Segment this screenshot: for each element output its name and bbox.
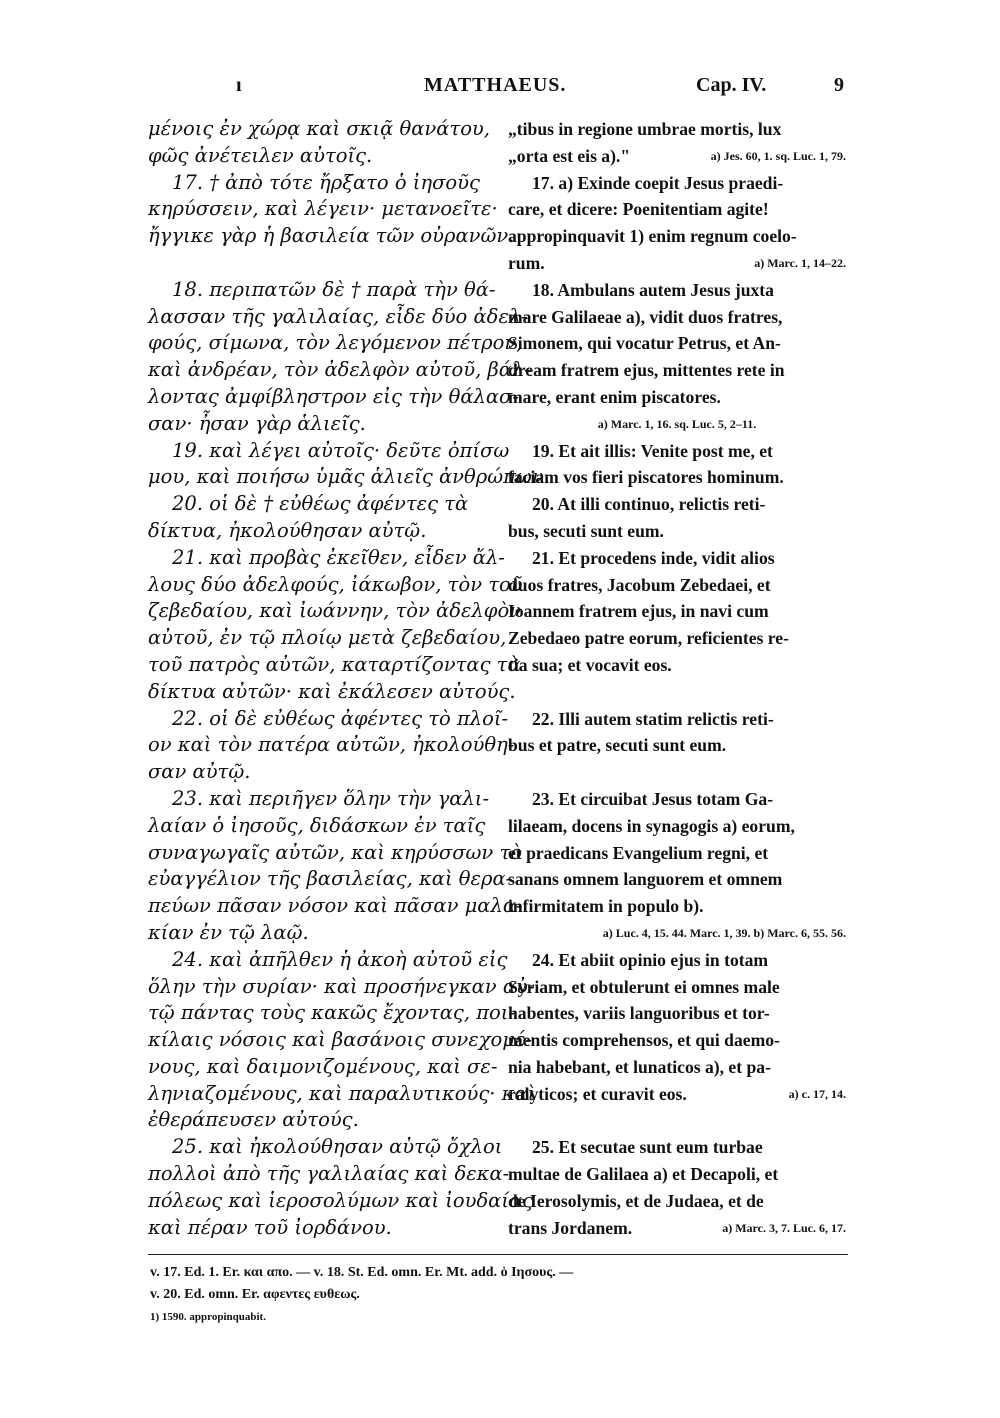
greek-verse-20: 20. οἱ δὲ † εὐθέως ἀφέντες τὰ <box>172 492 469 516</box>
cross-reference: a) c. 17, 14. <box>788 1086 846 1101</box>
latin-line: sanans omnem languorem et omnem <box>508 869 783 890</box>
latin-line: care, et dicere: Poenitentiam agite! <box>508 199 769 220</box>
header-mark: ı <box>236 74 242 96</box>
greek-line: φῶς ἀνέτειλεν αὐτοῖς. <box>148 143 373 167</box>
latin-line: multae de Galilaea a) et Decapoli, et <box>508 1164 779 1185</box>
greek-line: δίκτυα αὐτῶν· καὶ ἐκάλεσεν αὐτούς. <box>148 679 516 703</box>
latin-verse-25: 25. Et secutae sunt eum turbae <box>532 1137 763 1158</box>
footnote-numbered: 1) 1590. appropinquabit. <box>150 1311 266 1323</box>
latin-text: trans Jordanem. <box>508 1217 633 1238</box>
greek-line: νους, καὶ δαιμονιζομένους, καὶ σε- <box>148 1054 498 1078</box>
latin-text: ralyticos; et curavit eos. <box>508 1083 687 1104</box>
latin-line: „tibus in regione umbrae mortis, lux <box>508 119 782 139</box>
greek-line: λους δύο ἀδελφούς, ἰάκωβον, τὸν τοῦ <box>148 572 523 596</box>
greek-line: καὶ ἀνδρέαν, τὸν ἀδελφὸν αὐτοῦ, βάλ- <box>148 358 531 382</box>
latin-verse-18: 18. Ambulans autem Jesus juxta <box>532 279 774 300</box>
latin-line: mare, erant enim piscatores. <box>508 386 721 407</box>
latin-line: faciam vos fieri piscatores hominum. <box>508 467 784 488</box>
greek-line: αὐτοῦ, ἐν τῷ πλοίῳ μετὰ ζεβεδαίου, <box>148 626 507 650</box>
footnote-rule <box>148 1254 848 1255</box>
greek-line: ληνιαζομένους, καὶ παραλυτικούς· καὶ <box>148 1081 536 1105</box>
latin-line: nia habebant, et lunaticos a), et pa- <box>508 1056 771 1077</box>
latin-line: Simonem, qui vocatur Petrus, et An- <box>508 333 781 354</box>
latin-line: infirmitatem in populo b). <box>508 896 704 917</box>
greek-line: ἤγγικε γὰρ ἡ βασιλεία τῶν οὐρανῶν. <box>148 224 515 248</box>
footnote-variant-2: v. 20. Ed. omn. Er. αφεντες ευθεως. <box>150 1287 360 1302</box>
latin-column <box>508 116 846 1241</box>
greek-line: μου, καὶ ποιήσω ὑμᾶς ἁλιεῖς ἀνθρώπων. <box>148 465 550 489</box>
greek-verse-22: 22. οἱ δὲ εὐθέως ἀφέντες τὸ πλοῖ- <box>172 706 509 730</box>
greek-verse-17: 17. † ἀπὸ τότε ἤρξατο ὁ ἰησοῦς <box>172 170 480 194</box>
latin-verse-20: 20. At illi continuo, relictis reti- <box>532 494 766 515</box>
latin-line: bus, secuti sunt eum. <box>508 520 664 541</box>
footnote-variant-1: v. 17. Ed. 1. Er. και απο. — v. 18. St. Ed. omn. Er. Mt. add. ὁ Ιησους. — <box>150 1265 574 1280</box>
cross-reference: a) Jes. 60, 1. sq. Luc. 1, 79. <box>710 148 846 163</box>
greek-line: δίκτυα, ἠκολούθησαν αὐτῷ. <box>148 518 427 542</box>
greek-line: ον καὶ τὸν πατέρα αὐτῶν, ἠκολούθη- <box>148 733 515 757</box>
greek-line: λοντας ἀμφίβληστρον εἰς τὴν θάλασ- <box>148 384 519 408</box>
latin-line-with-ref <box>508 250 846 277</box>
greek-verse-18: 18. περιπατῶν δὲ † παρὰ τὴν θά- <box>172 277 496 301</box>
greek-verse-24: 24. καὶ ἀπῆλθεν ἡ ἀκοὴ αὐτοῦ εἰς <box>172 947 508 971</box>
greek-line: πολλοὶ ἀπὸ τῆς γαλιλαίας καὶ δεκα- <box>148 1162 510 1186</box>
latin-text: rum. <box>508 252 545 273</box>
latin-line: bus et patre, secuti sunt eum. <box>508 735 727 756</box>
greek-line: ὅλην τὴν συρίαν· καὶ προσήνεγκαν αὐ- <box>148 974 535 998</box>
latin-line: appropinquavit 1) enim regnum coelo- <box>508 226 797 247</box>
greek-line: τοῦ πατρὸς αὐτῶν, καταρτίζοντας τὰ <box>148 652 521 676</box>
latin-line: duos fratres, Jacobum Zebedaei, et <box>508 574 771 595</box>
greek-verse-23: 23. καὶ περιῆγεν ὅλην τὴν γαλι- <box>172 786 490 810</box>
latin-line: dream fratrem ejus, mittentes rete in <box>508 360 785 381</box>
latin-verse-24: 24. Et abiit opinio ejus in totam <box>532 949 769 970</box>
greek-line: μένοις ἐν χώρᾳ καὶ σκιᾷ θανάτου, <box>148 117 490 140</box>
cross-reference: a) Marc. 3, 7. Luc. 6, 17. <box>722 1220 846 1235</box>
greek-line: τῷ πάντας τοὺς κακῶς ἔχοντας, ποι- <box>148 1001 516 1025</box>
greek-verse-19: 19. καὶ λέγει αὐτοῖς· δεῦτε ὀπίσω <box>172 438 510 462</box>
cross-reference: a) Luc. 4, 15. 44. Marc. 1, 39. b) Marc. 6, 55. 56. <box>602 925 846 940</box>
greek-line: κηρύσσειν, καὶ λέγειν· μετανοεῖτε· <box>148 197 498 221</box>
greek-line: ἐθεράπευσεν αὐτούς. <box>148 1108 359 1132</box>
page-number: 9 <box>834 74 844 96</box>
latin-verse-22: 22. Illi autem statim relictis reti- <box>532 708 774 729</box>
greek-verse-25: 25. καὶ ἠκολούθησαν αὐτῷ ὄχλοι <box>172 1135 503 1159</box>
greek-line: εὐαγγέλιον τῆς βασιλείας, καὶ θερα- <box>148 867 513 891</box>
latin-line: Ioannem fratrem ejus, in navi cum <box>508 601 769 622</box>
footnotes <box>150 1262 850 1328</box>
latin-line: mare Galilaeae a), vidit duos fratres, <box>508 306 783 327</box>
latin-text: „orta est eis a)." <box>508 145 631 166</box>
greek-line: σαν· ἦσαν γὰρ ἁλιεῖς. <box>148 411 366 435</box>
latin-line: lilaeam, docens in synagogis a) eorum, <box>508 815 795 836</box>
greek-line: συναγωγαῖς αὐτῶν, καὶ κηρύσσων τὸ <box>148 840 522 864</box>
greek-line: ζεβεδαίου, καὶ ἰωάννην, τὸν ἀδελφὸν <box>148 599 522 623</box>
latin-line: habentes, variis languoribus et tor- <box>508 1003 770 1024</box>
latin-line: et praedicans Evangelium regni, et <box>508 842 769 863</box>
greek-line: σαν αὐτῷ. <box>148 760 251 784</box>
greek-line: πόλεως καὶ ἱεροσολύμων καὶ ἰουδαίας <box>148 1188 534 1212</box>
running-title: MATTHAEUS. <box>424 74 567 96</box>
latin-verse-21: 21. Et procedens inde, vidit alios <box>532 547 775 568</box>
greek-line: λαίαν ὁ ἰησοῦς, διδάσκων ἐν ταῖς <box>148 813 486 837</box>
latin-line-with-ref <box>508 1215 846 1242</box>
latin-line: Syriam, et obtulerunt ei omnes male <box>508 976 780 997</box>
chapter-label: Cap. IV. <box>696 74 767 96</box>
latin-verse-17: 17. a) Exinde coepit Jesus praedi- <box>532 172 784 193</box>
latin-line: mentis comprehensos, et qui daemo- <box>508 1030 780 1051</box>
latin-line-with-ref <box>508 1081 846 1108</box>
greek-line: κίαν ἐν τῷ λαῷ. <box>148 920 309 944</box>
latin-line: Zebedaeo patre eorum, reficientes re- <box>508 628 789 649</box>
greek-line: λασσαν τῆς γαλιλαίας, εἶδε δύο ἀδελ- <box>148 304 528 328</box>
latin-line: tia sua; et vocavit eos. <box>508 654 672 675</box>
greek-line: φούς, σίμωνα, τὸν λεγόμενον πέτρον, <box>148 331 523 355</box>
greek-verse-21: 21. καὶ προβὰς ἐκεῖθεν, εἶδεν ἄλ- <box>172 545 505 569</box>
latin-line-with-ref <box>508 143 846 170</box>
latin-verse-19: 19. Et ait illis: Venite post me, et <box>532 440 773 461</box>
latin-line: de Ierosolymis, et de Judaea, et de <box>508 1190 764 1211</box>
page-header <box>140 74 860 102</box>
latin-verse-23: 23. Et circuibat Jesus totam Ga- <box>532 788 774 809</box>
greek-line: πεύων πᾶσαν νόσον καὶ πᾶσαν μαλα- <box>148 894 523 918</box>
greek-line: καὶ πέραν τοῦ ἰορδάνου. <box>148 1215 392 1239</box>
cross-reference: a) Marc. 1, 16. sq. Luc. 5, 2–11. <box>597 416 757 431</box>
greek-line: κίλαις νόσοις καὶ βασάνοις συνεχομέ- <box>148 1028 532 1052</box>
cross-reference: a) Marc. 1, 14–22. <box>754 255 846 270</box>
